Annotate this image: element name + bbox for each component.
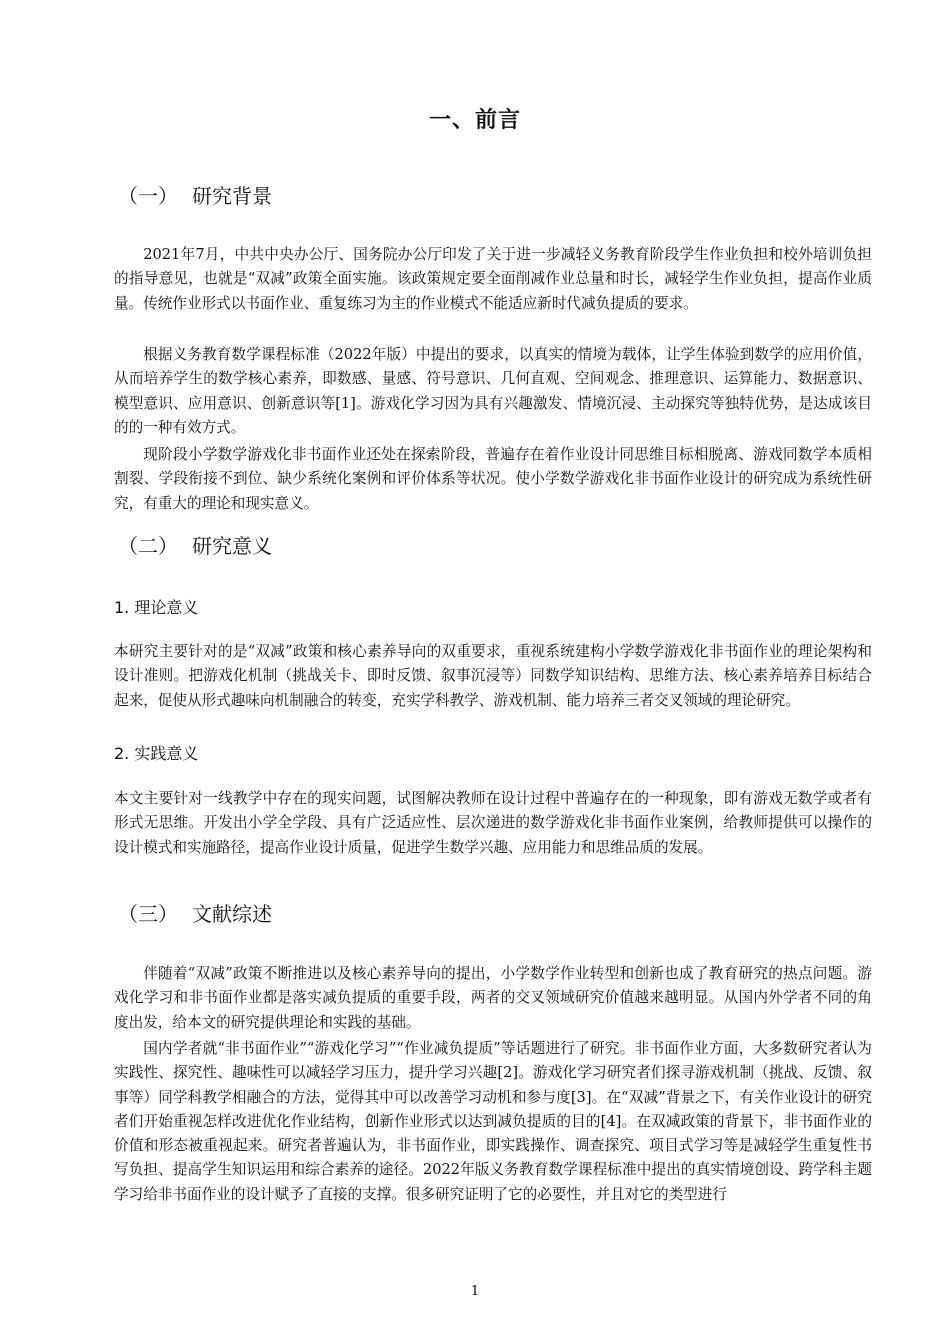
subsection-heading-practice: 2. 实践意义 (114, 744, 199, 763)
section-title: 研究意义 (192, 534, 272, 558)
chapter-title: 一、前言 (428, 108, 521, 133)
section-title: 研究背景 (192, 184, 272, 208)
section-title: 文献综述 (192, 902, 272, 926)
section-number: （二） (118, 534, 178, 558)
paragraph: 根据义务教育数学课程标准（2022年版）中提出的要求，以真实的情境为载体，让学生体验到数学的应用价值，从而培养学生的数学核心素养，即数感、量感、符号意识、几何直观、空间观念、推理意识、运算能力、数据意识、模型意识、应用意识、创新意识等[1]。游戏化学习因为具有兴趣激发、情境沉浸、主动探究等独特优势，是达成该目的的一种有效方式。 (114, 346, 872, 436)
paragraph: 本研究主要针对的是“双减”政策和核心素养导向的双重要求，重视系统建构小学数学游戏化非书面作业的理论架构和设计准则。把游戏化机制（挑战关卡、即时反馈、叙事沉浸等）同数学知识结构、思维方法、核心素养培养目标结合起来，促使从形式趣味向机制融合的转变，充实学科教学、游戏机制、能力培养三者交叉领域的理论研究。 (114, 643, 872, 709)
section-heading-significance (118, 530, 272, 559)
page-number: 1 (470, 1284, 480, 1299)
section-number: （一） (118, 184, 178, 208)
paragraph: 伴随着“双减”政策不断推进以及核心素养导向的提出，小学数学作业转型和创新也成了教育研究的热点问题。游戏化学习和非书面作业都是落实减负提质的重要手段，两者的交叉领域研究价值越来越明显。从国内外学者不同的角度出发，给本文的研究提供理论和实践的基础。 (114, 965, 872, 1031)
subsection-heading-theory: 1. 理论意义 (114, 598, 199, 617)
paragraph: 2021年7月，中共中央办公厅、国务院办公厅印发了关于进一步减轻义务教育阶段学生作业负担和校外培训负担的指导意见，也就是“双减”政策全面实施。该政策规定要全面削减作业总量和时长，减轻学生作业负担，提高作业质量。传统作业形式以书面作业、重复练习为主的作业模式不能适应新时代减负提质的要求。 (114, 246, 872, 312)
section-number: （三） (118, 902, 178, 926)
paragraph: 本文主要针对一线教学中存在的现实问题，试图解决教师在设计过程中普遍存在的一种现象，即有游戏无数学或者有形式无思维。开发出小学全学段、具有广泛适应性、层次递进的数学游戏化非书面作业案例，给教师提供可以操作的设计模式和实施路径，提高作业设计质量，促进学生数学兴趣、应用能力和思维品质的发展。 (114, 790, 872, 856)
section-heading-background (118, 180, 272, 209)
section-heading-literature (118, 898, 272, 927)
paragraph: 国内学者就“非书面作业”“游戏化学习”“作业减负提质”等话题进行了研究。非书面作业方面，大多数研究者认为实践性、探究性、趣味性可以减轻学习压力，提升学习兴趣[2]。游戏化学习研究者们探寻游戏机制（挑战、反馈、叙事等）同学科教学相融合的方法，觉得其中可以改善学习动机和参与度[3]。在“双减”背景之下，有关作业设计的研究者们开始重视怎样改进优化作业结构，创新作业形式以达到减负提质的目的[4]。在双减政策的背景下，非书面作业的价值和形态被重视起来。研究者普遍认为，非书面作业，即实践操作、调查探究、项目式学习等是减轻学生重复性书写负担、提高学生知识运用和综合素养的途径。2022年版义务教育数学课程标准中提出的真实情境创设、跨学科主题学习给非书面作业的设计赋予了直接的支撑。很多研究证明了它的必要性，并且对它的类型进行 (114, 1040, 872, 1203)
paragraph: 现阶段小学数学游戏化非书面作业还处在探索阶段，普遍存在着作业设计同思维目标相脱离、游戏同数学本质相割裂、学段衔接不到位、缺少系统化案例和评价体系等状况。使小学数学游戏化非书面作业设计的研究成为系统性研究，有重大的理论和现实意义。 (114, 446, 872, 512)
